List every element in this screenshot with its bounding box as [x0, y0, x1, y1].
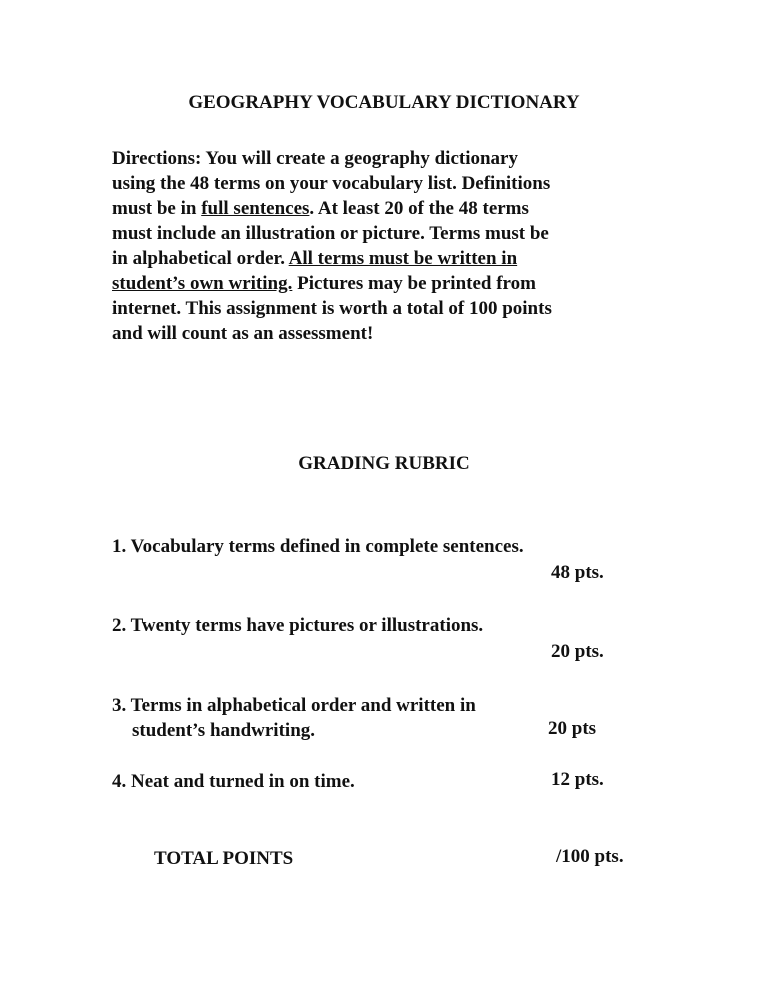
- rubric-item-3-points: 20 pts: [548, 718, 597, 739]
- directions-line-1: Directions: You will create a geography dictionary: [112, 148, 518, 169]
- total-points-value: /100 pts.: [556, 846, 624, 867]
- text-segment: Pictures may be printed from: [292, 273, 536, 294]
- rubric-item-2: 2. Twenty terms have pictures or illustrations.: [112, 615, 484, 636]
- underlined-own-writing-part2: student’s own writing.: [112, 273, 293, 294]
- document-title: GEOGRAPHY VOCABULARY DICTIONARY: [188, 92, 580, 113]
- directions-paragraph: [112, 146, 552, 346]
- rubric-item-3-line-2: student’s handwriting.: [132, 720, 316, 741]
- underlined-own-writing-part1: All terms must be written in: [288, 248, 518, 269]
- underlined-full-sentences: full sentences: [201, 198, 310, 219]
- total-points-label: TOTAL POINTS: [154, 848, 294, 869]
- directions-line-5: [112, 246, 552, 271]
- rubric-item-1-points: 48 pts.: [551, 562, 604, 583]
- rubric-item-4: 4. Neat and turned in on time.: [112, 771, 355, 792]
- rubric-item-4-points: 12 pts.: [551, 769, 604, 790]
- rubric-item-1: 1. Vocabulary terms defined in complete sentences.: [112, 536, 524, 557]
- directions-line-3: [112, 196, 552, 221]
- rubric-title: GRADING RUBRIC: [298, 453, 470, 474]
- directions-line-7: internet. This assignment is worth a total of 100 points: [112, 298, 552, 319]
- directions-line-4: must include an illustration or picture. Terms must be: [112, 223, 549, 244]
- rubric-item-3: 3. Terms in alphabetical order and written in: [112, 695, 476, 716]
- text-segment: in alphabetical order.: [112, 248, 289, 269]
- text-segment: . At least 20 of the 48 terms: [309, 198, 529, 219]
- rubric-item-2-points: 20 pts.: [551, 641, 604, 662]
- directions-line-2: using the 48 terms on your vocabulary list. Definitions: [112, 173, 551, 194]
- directions-line-6: [112, 271, 552, 296]
- text-segment: must be in: [112, 198, 202, 219]
- directions-line-8: and will count as an assessment!: [112, 323, 374, 344]
